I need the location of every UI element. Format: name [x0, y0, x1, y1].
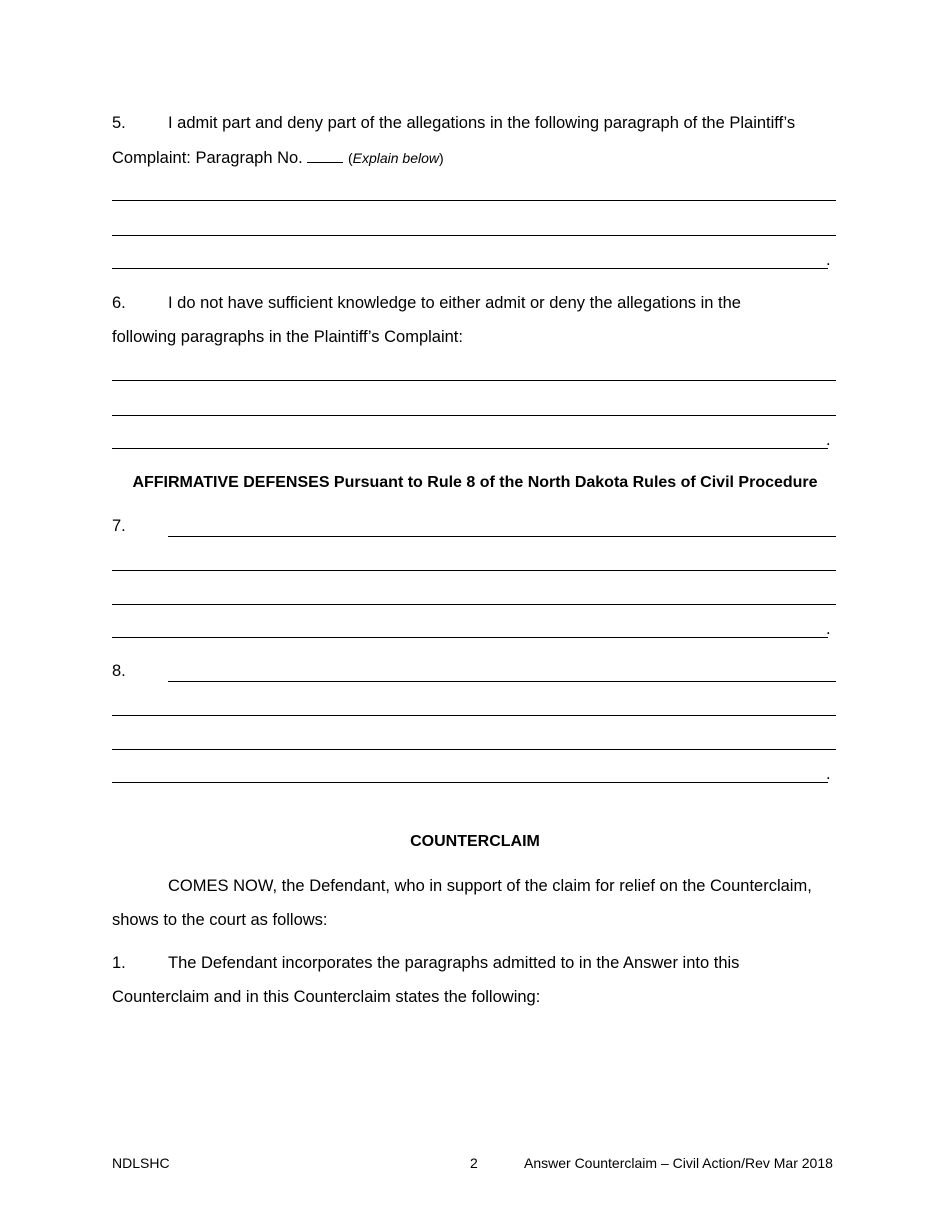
item-8-end-period: . [826, 765, 831, 783]
item-5-answer-line[interactable] [112, 268, 828, 269]
item-8-answer-line[interactable] [112, 749, 836, 750]
item-5-text: I admit part and deny part of the allegations in the following paragraph of the Plaintiff’s [168, 114, 796, 132]
item-6-answer-line[interactable] [112, 380, 836, 381]
item-5-answer-line[interactable] [112, 235, 836, 236]
counterclaim-item-1-text-line2: Counterclaim and in this Counterclaim states the following: [112, 988, 541, 1006]
item-8-answer-line[interactable] [168, 681, 836, 682]
item-8-answer-line[interactable] [112, 782, 828, 783]
item-7-end-period: . [826, 620, 831, 638]
item-8-answer-line[interactable] [112, 715, 836, 716]
affirmative-defenses-heading: AFFIRMATIVE DEFENSES Pursuant to Rule 8 of the North Dakota Rules of Civil Procedure [132, 474, 818, 491]
item-6-text: I do not have sufficient knowledge to either admit or deny the allegations in the [168, 294, 741, 312]
item-5-paren-open: ( [347, 150, 353, 166]
item-7-answer-line[interactable] [112, 570, 836, 571]
footer-right: Answer Counterclaim – Civil Action/Rev Mar 2018 [524, 1155, 833, 1171]
counterclaim-heading: COUNTERCLAIM [410, 833, 540, 850]
item-6-number: 6. [112, 294, 126, 312]
item-5-number: 5. [112, 114, 126, 132]
item-5-paragraph-label: Complaint: Paragraph No. [112, 149, 303, 167]
footer-page-number: 2 [470, 1155, 478, 1171]
item-5-end-period: . [826, 251, 831, 269]
item-7-answer-line[interactable] [112, 604, 836, 605]
item-5-text-line2 [112, 148, 444, 168]
item-6-end-period: . [826, 431, 831, 449]
paragraph-number-blank[interactable] [307, 148, 343, 163]
counterclaim-intro: COMES NOW, the Defendant, who in support of the claim for relief on the Counterclaim, [168, 877, 812, 895]
item-7-answer-line[interactable] [112, 637, 828, 638]
item-6-answer-line[interactable] [112, 415, 836, 416]
counterclaim-item-1-number: 1. [112, 954, 126, 972]
item-5-paren-close: ) [439, 150, 444, 166]
item-6-answer-line[interactable] [112, 448, 828, 449]
footer-left: NDLSHC [112, 1155, 170, 1171]
counterclaim-intro-line2: shows to the court as follows: [112, 911, 328, 929]
item-5-answer-line[interactable] [112, 200, 836, 201]
item-6-text-line2: following paragraphs in the Plaintiff’s Complaint: [112, 328, 463, 346]
explain-below-note: Explain below [352, 150, 440, 166]
item-7-number: 7. [112, 517, 126, 535]
item-8-number: 8. [112, 662, 126, 680]
counterclaim-item-1-text: The Defendant incorporates the paragraphs admitted to in the Answer into this [168, 954, 740, 972]
item-7-answer-line[interactable] [168, 536, 836, 537]
